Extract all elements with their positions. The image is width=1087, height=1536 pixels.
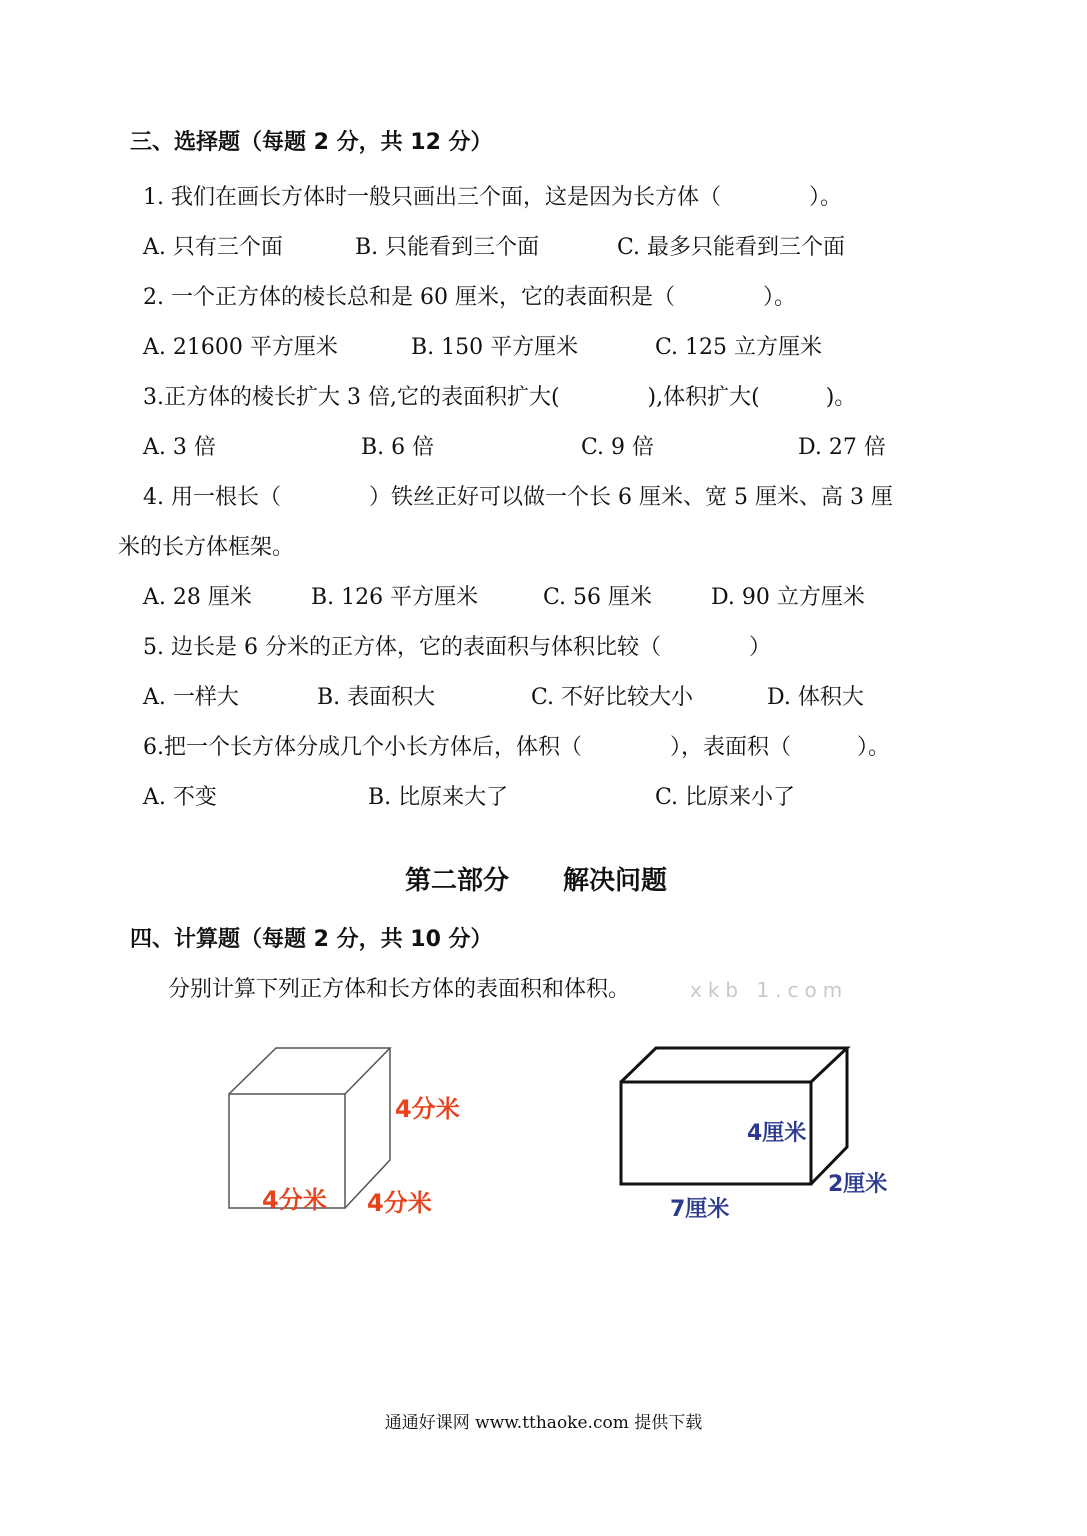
question-4-stem: 4. 用一根长（ ）铁丝正好可以做一个长 6 厘米、宽 5 厘米、高 3 厘 xyxy=(143,485,893,510)
question-5-stem: 5. 边长是 6 分米的正方体，它的表面积与体积比较（ ） xyxy=(143,635,771,660)
q6-option-b: B. 比原来大了 xyxy=(368,785,509,810)
question-2-stem: 2. 一个正方体的棱长总和是 60 厘米，它的表面积是（ ）。 xyxy=(143,285,796,310)
q4-option-b: B. 126 平方厘米 xyxy=(311,585,479,610)
q1-option-c: C. 最多只能看到三个面 xyxy=(617,235,846,260)
cuboid-label-width: 2厘米 xyxy=(828,1172,888,1197)
footer-credit: 通通好课网 www.tthaoke.com 提供下载 xyxy=(384,1413,703,1433)
q4-option-c: C. 56 厘米 xyxy=(543,585,653,610)
q1-option-a: A. 只有三个面 xyxy=(143,235,283,260)
q4-option-d: D. 90 立方厘米 xyxy=(711,585,865,610)
q1-option-b: B. 只能看到三个面 xyxy=(355,235,540,260)
cube-figure xyxy=(220,1040,480,1210)
section-3-heading: 三、选择题（每题 2 分，共 12 分） xyxy=(130,130,493,155)
question-3-stem: 3.正方体的棱长扩大 3 倍,它的表面积扩大( ),体积扩大( )。 xyxy=(143,385,857,410)
cube-label-height: 4分米 xyxy=(395,1095,460,1123)
cuboid-label-height: 4厘米 xyxy=(747,1121,807,1146)
q5-option-c: C. 不好比较大小 xyxy=(531,685,694,710)
q6-option-a: A. 不变 xyxy=(143,785,217,810)
cube-label-width: 4分米 xyxy=(367,1189,432,1217)
question-1-stem: 1. 我们在画长方体时一般只画出三个面，这是因为长方体（ ）。 xyxy=(143,185,842,210)
q3-option-d: D. 27 倍 xyxy=(798,435,886,460)
cube-label-length: 4分米 xyxy=(262,1186,327,1214)
q3-option-b: B. 6 倍 xyxy=(361,435,435,460)
q5-option-a: A. 一样大 xyxy=(143,685,239,710)
q2-option-a: A. 21600 平方厘米 xyxy=(143,335,338,360)
q6-option-c: C. 比原来小了 xyxy=(655,785,796,810)
q2-option-c: C. 125 立方厘米 xyxy=(655,335,823,360)
cuboid-label-length: 7厘米 xyxy=(670,1197,730,1222)
question-4-stem-continued: 米的长方体框架。 xyxy=(118,535,295,560)
q5-option-d: D. 体积大 xyxy=(767,685,864,710)
question-6-stem: 6.把一个长方体分成几个小长方体后，体积（ ），表面积（ ）。 xyxy=(143,735,890,760)
q3-option-c: C. 9 倍 xyxy=(581,435,655,460)
q3-option-a: A. 3 倍 xyxy=(143,435,216,460)
q5-option-b: B. 表面积大 xyxy=(317,685,436,710)
watermark-text: xkb 1.com xyxy=(690,978,849,1002)
q4-option-a: A. 28 厘米 xyxy=(143,585,252,610)
q2-option-b: B. 150 平方厘米 xyxy=(411,335,579,360)
part-2-title-right: 解决问题 xyxy=(563,866,668,896)
part-2-title-left: 第二部分 xyxy=(405,866,510,896)
section-4-instruction: 分别计算下列正方体和长方体的表面积和体积。 xyxy=(168,977,631,1002)
section-4-heading: 四、计算题（每题 2 分，共 10 分） xyxy=(130,927,493,952)
